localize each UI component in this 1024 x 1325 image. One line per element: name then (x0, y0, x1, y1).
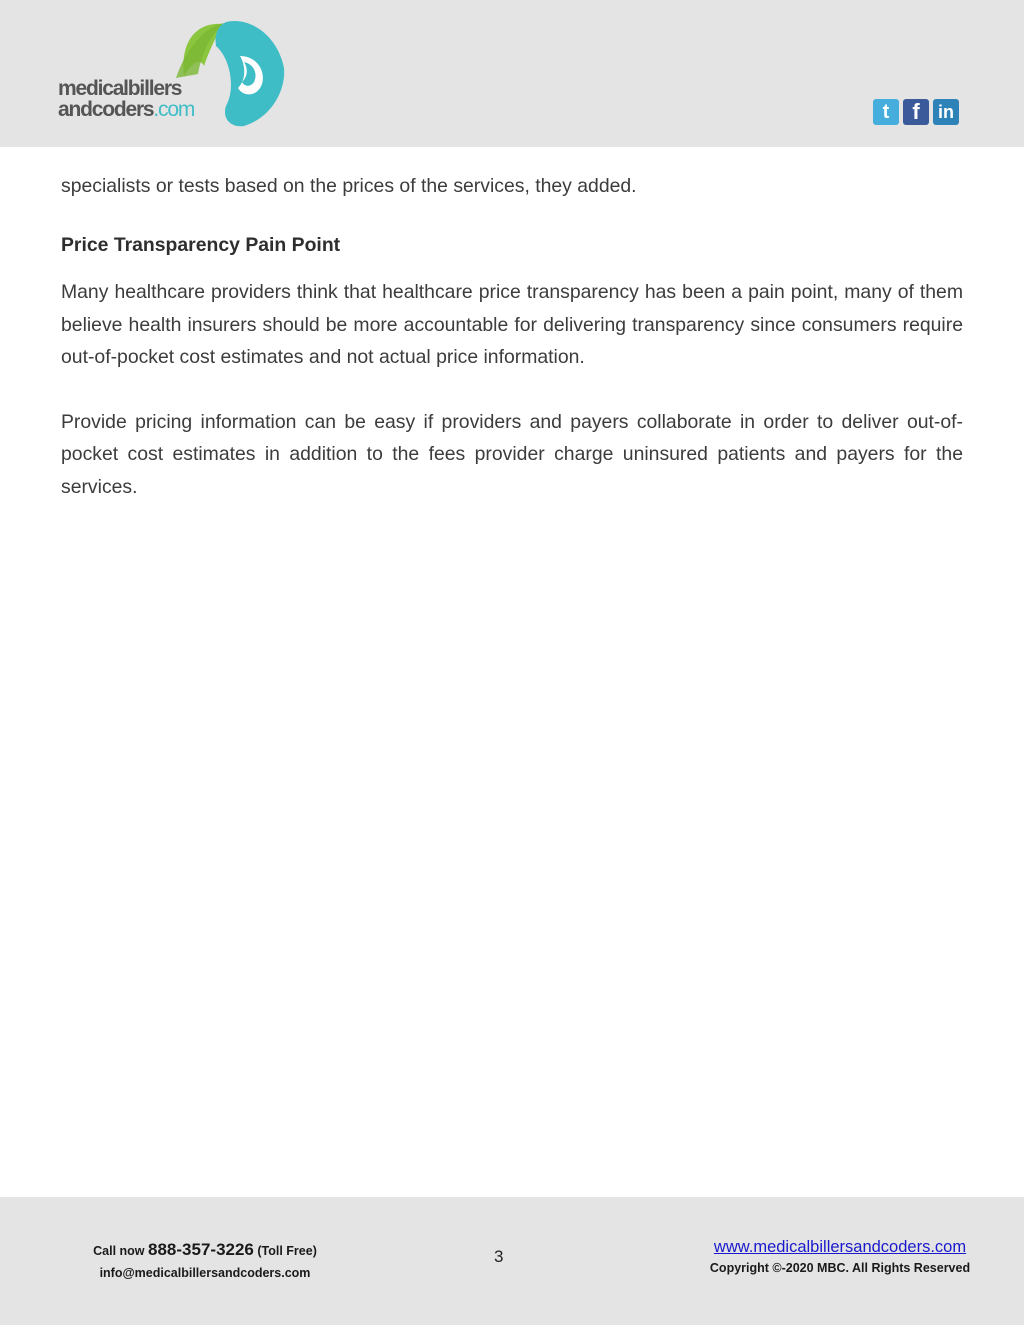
call-line (80, 1239, 330, 1262)
logo-line-2 (58, 99, 194, 120)
page-footer (0, 1197, 1024, 1325)
website-link[interactable]: www.medicalbillersandcoders.com (713, 1238, 967, 1256)
call-label: Call now (93, 1244, 145, 1258)
phone-number[interactable]: 888-357-3226 (148, 1240, 254, 1259)
continued-paragraph: specialists or tests based on the prices of the services, they added. (61, 175, 637, 197)
footer-website (700, 1237, 980, 1279)
logo-line-1: medicalbillers (58, 77, 182, 100)
facebook-icon[interactable]: f (903, 99, 929, 125)
logo-wordmark (58, 78, 194, 120)
page-content (61, 170, 963, 503)
copyright-text: Copyright ©-2020 MBC. All Rights Reserved (709, 1261, 971, 1275)
toll-free-label: (Toll Free) (257, 1244, 317, 1258)
logo-dotcom: .com (153, 98, 195, 121)
company-logo[interactable] (58, 18, 298, 133)
logo-andcoders: andcoders (58, 98, 154, 121)
page-number: 3 (494, 1247, 504, 1266)
social-links (873, 99, 959, 125)
page-header (0, 0, 1024, 147)
section-heading: Price Transparency Pain Point (61, 233, 341, 256)
twitter-icon[interactable]: t (873, 99, 899, 125)
footer-contact (80, 1239, 330, 1284)
footer-email[interactable]: info@medicalbillersandcoders.com (99, 1266, 311, 1280)
body-paragraph-1: Many healthcare providers think that healthcare price transparency has been a pain point, many of them believe health insurers should be more accountable for delivering transparency since consumers require out-of-pocket cost estimates and not actual price information. (61, 281, 963, 368)
body-paragraph-2: Provide pricing information can be easy if providers and payers collaborate in order to deliver out-of-pocket cost estimates in addition to the fees provider charge uninsured patients and payers for the services. (61, 410, 963, 498)
linkedin-icon[interactable]: in (933, 99, 959, 125)
